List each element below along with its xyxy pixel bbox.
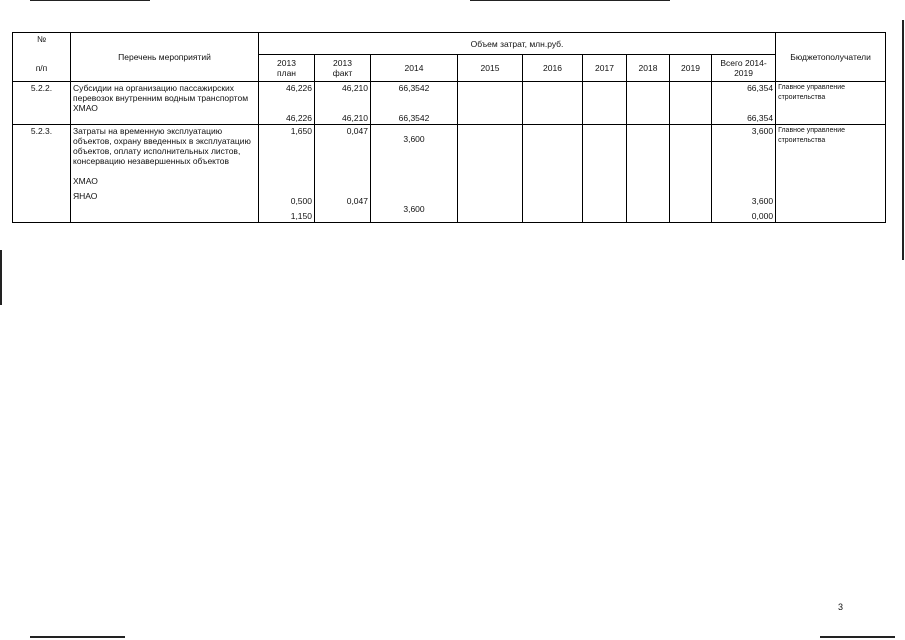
row-sub-name: ХМАО bbox=[73, 103, 98, 113]
value-cell bbox=[315, 82, 371, 125]
scan-artifact-bottom-left bbox=[30, 636, 125, 638]
row-num: 5.2.3. bbox=[13, 125, 71, 223]
header-year: 2014 bbox=[371, 55, 458, 82]
value: 46,226 bbox=[286, 83, 312, 93]
row-recipient: Главное управление строительства bbox=[776, 125, 886, 223]
value-cell bbox=[523, 125, 583, 223]
scan-artifact-top bbox=[30, 0, 150, 1]
page-number: 3 bbox=[838, 602, 844, 612]
spacer bbox=[317, 93, 368, 113]
spacer bbox=[373, 144, 455, 204]
value: 66,3542 bbox=[398, 83, 430, 93]
spacer bbox=[714, 93, 773, 113]
value-cell bbox=[627, 82, 670, 125]
header-num: № bbox=[13, 33, 71, 55]
spacer bbox=[714, 136, 773, 196]
header-year: 2015 bbox=[458, 55, 523, 82]
header-recipient: Бюджетополучатели bbox=[776, 33, 886, 82]
value: 66,3542 bbox=[398, 113, 430, 123]
value: 0,047 bbox=[346, 126, 368, 136]
row-sub-name: ХМАО bbox=[73, 176, 98, 186]
spacer bbox=[261, 93, 312, 113]
value-cell bbox=[371, 125, 458, 223]
value: 46,210 bbox=[342, 83, 368, 93]
value-cell bbox=[712, 82, 776, 125]
value-cell bbox=[371, 82, 458, 125]
value-cell bbox=[627, 125, 670, 223]
row-name bbox=[71, 82, 259, 125]
table-row bbox=[13, 82, 886, 125]
row-name-text: Затраты на временную эксплуатацию объектов, охрану введенных в эксплуатацию объектов, оплату исполнительных листов, консервацию незавершенных объектов bbox=[73, 126, 251, 166]
value: 46,210 bbox=[342, 113, 368, 123]
budget-table bbox=[12, 32, 886, 223]
scan-artifact-right-edge bbox=[902, 20, 904, 260]
header-year: 2016 bbox=[523, 55, 583, 82]
row-recipient: Главное управление строительства bbox=[776, 82, 886, 125]
header-num-sub: п/п bbox=[13, 55, 71, 82]
value-cell bbox=[670, 82, 712, 125]
value: 1,150 bbox=[290, 211, 312, 221]
value-cell bbox=[583, 125, 627, 223]
value-cell bbox=[523, 82, 583, 125]
row-name-text: Субсидии на организацию пассажирских перевозок внутренним водным транспортом bbox=[73, 83, 249, 103]
header-cost-group: Объем затрат, млн.руб. bbox=[259, 33, 776, 55]
value: 66,354 bbox=[747, 113, 774, 123]
value-cell bbox=[712, 125, 776, 223]
value-cell bbox=[315, 125, 371, 223]
value: 0,047 bbox=[346, 196, 368, 206]
scan-artifact-left-edge bbox=[0, 250, 2, 305]
header-year: 2013 факт bbox=[315, 55, 371, 82]
value: 3,600 bbox=[751, 196, 774, 206]
value: 0,000 bbox=[751, 211, 774, 221]
value: 3,600 bbox=[403, 133, 425, 144]
value: 3,600 bbox=[403, 203, 425, 214]
value: 46,226 bbox=[286, 113, 312, 123]
row-num: 5.2.2. bbox=[13, 82, 71, 125]
value: 66,354 bbox=[747, 83, 774, 93]
value-cell bbox=[583, 82, 627, 125]
header-year: 2017 bbox=[583, 55, 627, 82]
header-activity: Перечень мероприятий bbox=[71, 33, 259, 82]
value-cell bbox=[458, 125, 523, 223]
value: 3,600 bbox=[751, 126, 774, 136]
header-year: Всего 2014- 2019 bbox=[712, 55, 776, 82]
value: 0,500 bbox=[290, 196, 312, 206]
scan-artifact-top-right bbox=[470, 0, 670, 1]
value: 1,650 bbox=[290, 126, 312, 136]
value-cell bbox=[259, 125, 315, 223]
header-year: 2019 bbox=[670, 55, 712, 82]
spacer bbox=[73, 166, 256, 176]
value-cell bbox=[458, 82, 523, 125]
spacer bbox=[261, 136, 312, 196]
header-year: 2013 план bbox=[259, 55, 315, 82]
row-name bbox=[71, 125, 259, 223]
spacer bbox=[317, 136, 368, 196]
row-sub-name: ЯНАО bbox=[73, 191, 98, 201]
header-year: 2018 bbox=[627, 55, 670, 82]
table-row bbox=[13, 125, 886, 223]
value-cell bbox=[670, 125, 712, 223]
scan-artifact-bottom-right bbox=[820, 636, 895, 638]
value-cell bbox=[259, 82, 315, 125]
spacer bbox=[373, 93, 455, 113]
